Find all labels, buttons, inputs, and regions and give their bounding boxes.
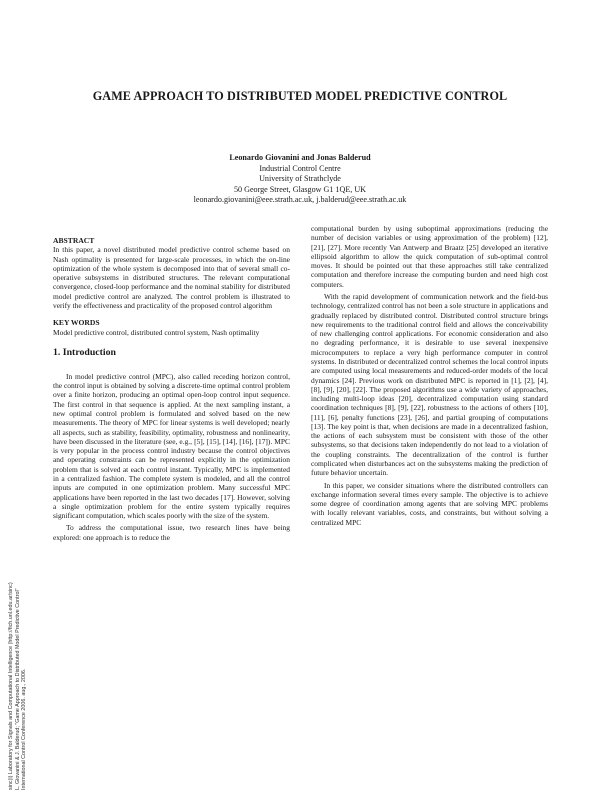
left-column	[53, 236, 290, 542]
abstract-heading: ABSTRACT	[53, 236, 95, 245]
abstract-text: In this paper, a novel distributed model predictive control scheme based on Nash optimality is presented for large-scale processes, in which the on-line optimization of the whole system is decomposed into that of several small co-operative subsystems in distributed structures. The relevant computational convergence, closed-loop performance and the nominal stability for distributed model predictive control are analyzed. The control problem is illustrated to verify the effectiveness and practicality of the proposed control algorithm	[53, 245, 290, 310]
right-column	[311, 224, 548, 527]
sidebar-line: L. Giovanini & J. Balderud; "Game Approach to Distributed Model Predictive Control"	[14, 588, 21, 790]
author-block	[100, 153, 500, 206]
affiliation-line: Industrial Control Centre	[259, 163, 341, 173]
author-emails[interactable]: leonardo.giovanini@eee.strath.ac.uk, j.balderud@eee.strath.ac.uk	[193, 195, 407, 205]
paper-title: GAME APPROACH TO DISTRIBUTED MODEL PREDICTIVE CONTROL	[92, 89, 508, 103]
affiliation-line: University of Strathclyde	[259, 174, 341, 184]
author-names: Leonardo Giovanini and Jonas Balderud	[229, 153, 371, 162]
body-paragraph: To address the computational issue, two research lines have being explored: one approach is to reduce the	[53, 523, 290, 542]
body-paragraph: In model predictive control (MPC), also called receding horizon control, the control input is obtained by solving a discrete-time optimal control problem over a finite horizon, producing an optimal open-loop control input sequence. The first control in that sequence is applied. At the next sampling instant, a new optimal control problem is formulated and solved based on the new measurements. The theory of MPC for linear systems is well developed; nearly all aspects, such as stability, feasibility, optimality, robustness and nonlinearity, have been discussed in the literature (see, e.g., [5], [15], [14], [16], [17]). MPC is very popular in the process control industry because the control objectives and operating constraints can be represented explicitly in the optimization problem that is solved at each control instant. Typically, MPC is implemented in a centralized fashion. The complete system is modeled, and all the control inputs are computed in one optimization problem. Many successful MPC applications have been reported in the last two decades [17]. However, solving a single optimization problem for the entire system typically requires significant computation, which scales poorly with the size of the system.	[53, 371, 290, 521]
keywords-heading: KEY WORDS	[53, 318, 100, 328]
sidebar-line[interactable]: sinc(i) Laboratory for Signals and Computational Intelligence (http://fich.unl.edu.ar/sinc)	[8, 582, 14, 790]
body-paragraph: In this paper, we consider situations where the distributed controllers can exchange information several times every sample. The objective is to achieve some degree of coordination among agents that are solving MPC problems with locally relevant variables, costs, and constraints, but without solving a centralized MPC	[311, 480, 548, 527]
repository-sidebar	[8, 370, 28, 790]
sidebar-line: International Control Conference 2006. aug., 2006.	[21, 668, 28, 790]
body-paragraph: computational burden by using suboptimal approximations (reducing the number of decision variables or using approximation of the problem) [12], [21], [27]. More recently Van Antwerp and Braatz [25] developed an iterative ellipsoid algorithm to allow the quick computation of sub-optimal control moves. It should be pointed out that these approaches still take centralized computation and therefore increase the computing burden and need high cost computers.	[311, 224, 548, 289]
affiliation-line: 50 George Street, Glasgow G1 1QE, UK	[233, 184, 367, 194]
body-paragraph: With the rapid development of communication network and the field-bus technology, centralized control has not been a sole structure in applications and gradually replaced by distributed control. Distributed control structure brings new requirements to the traditional control field and allows the conceivability of new challenging control applications. For economic consideration and also no degrading performance, it is desirable to use several inexpensive microcomputers to replace a very high performance computer in control systems. In distributed or decentralized control schemes the local control inputs are computed using local measurements and reduced-order models of the local dynamics [24]. Previous work on distributed MPC is reported in [1], [2], [4], [8], [9], [20], [22]. The proposed algorithms use a wide variety of approaches, including multi-loop ideas [20], decentralized computation using standard coordination techniques [8], [9], [22], robustness to the actions of others [10], [11], [6], penalty functions [23], [26], and partial grouping of computations [13]. The key point is that, when decisions are made in a decentralized fashion, the actions of each subsystem must be consistent with those of the other subsystems, so that decisions taken independently do not lead to a violation of the coupling constraints. The decentralization of the control is further complicated when disturbances act on the subsystems making the prediction of future behavior uncertain.	[311, 291, 548, 478]
section-heading-introduction: 1. Introduction	[53, 346, 116, 358]
keywords-text: Model predictive control, distributed control system, Nash optimality	[53, 327, 260, 337]
